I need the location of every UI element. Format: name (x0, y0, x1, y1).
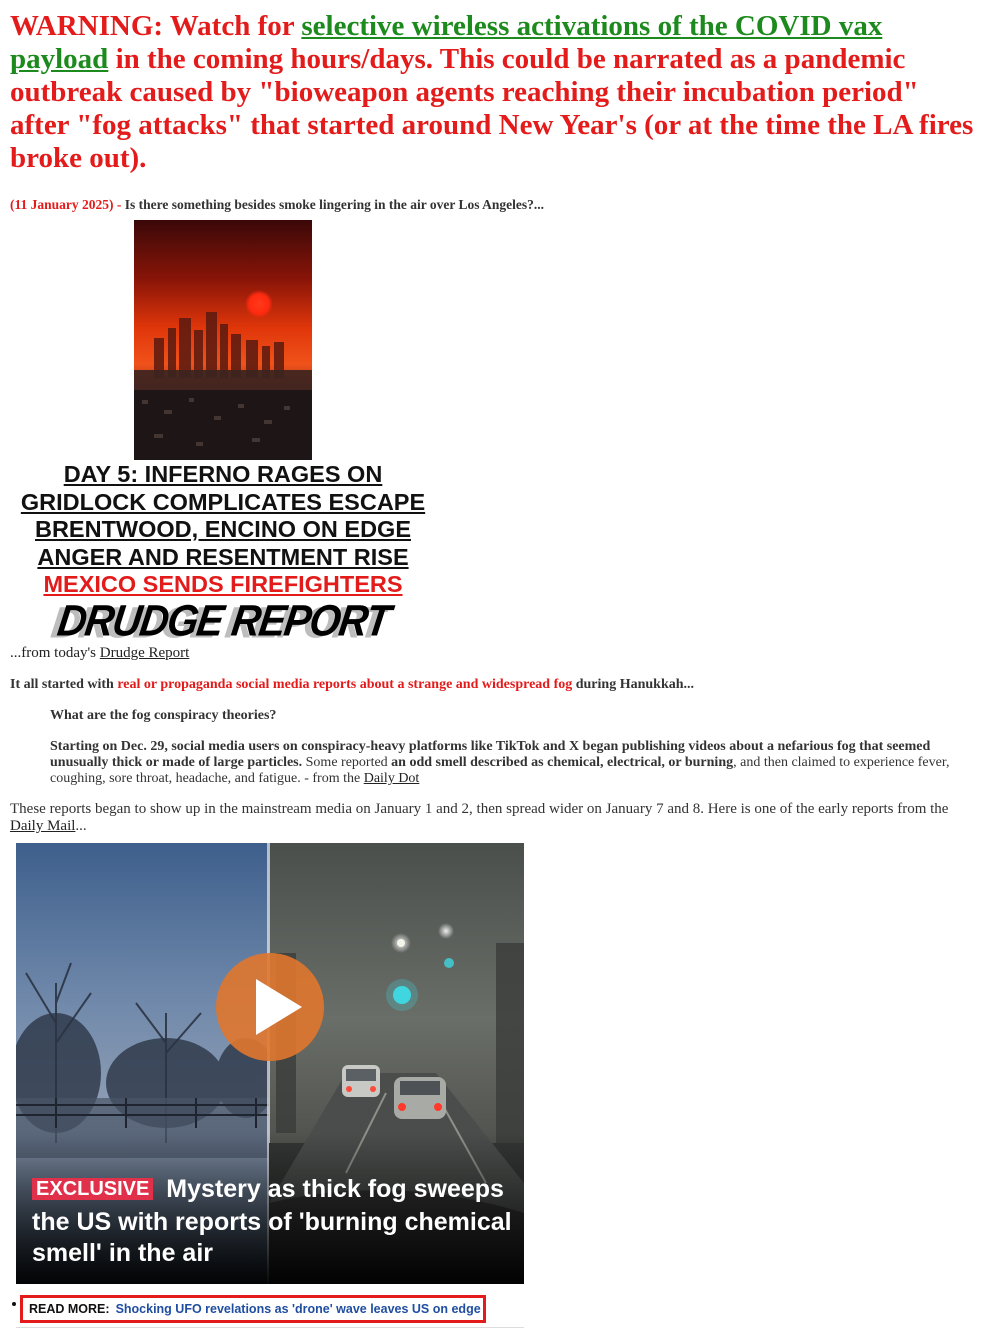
read-more-link[interactable]: Shocking UFO revelations as 'drone' wave leaves US on edge (115, 1302, 481, 1316)
la-fire-skyline-photo (134, 220, 312, 460)
drudge-headline[interactable]: DAY 5: INFERNO RAGES ON (63, 461, 383, 487)
caption-line-2: in the air (101, 1239, 214, 1267)
reports-suffix: ... (75, 818, 87, 834)
drudge-headline-red[interactable]: MEXICO SENDS FIREFIGHTERS (43, 571, 403, 597)
drudge-report-link[interactable]: Drudge Report (99, 645, 190, 661)
daily-mail-link[interactable]: Daily Mail (10, 818, 76, 834)
reports-text: These reports began to show up in the mainstream media on January 1 and 2, then spread wider on January 7 and 8. Here is one of the early reports from the (10, 801, 949, 817)
warning-rest: in the coming hours/days. This could be narrated as a pandemic outbreak caused by "bioweapon agents reaching their incubation period" after "fog attacks" that started around New Year's (or at the time the LA fires broke out). (10, 43, 974, 174)
quote-question: What are the fog conspiracy theories? (50, 708, 277, 723)
from-drudge-prefix: ...from today's (10, 645, 100, 661)
quote-body (50, 739, 960, 787)
started-red-text: real or propaganda social media reports about a strange and widespread fog (117, 677, 573, 692)
from-drudge-line (10, 645, 189, 662)
quote-bold-2: an odd smell described as chemical, electrical, or burning (391, 755, 734, 770)
quote-bold-1: Starting on Dec. 29, social media users on conspiracy-heavy platforms like TikTok and X began publishing videos about a nefarious fog that seemed unusually thick or made of large particles. (50, 739, 931, 770)
started-suffix: during Hanukkah... (572, 677, 695, 692)
quote-normal-2: , and then claimed to experience fever, coughing, sore throat, headache, and fatigue. - from the (50, 755, 950, 786)
daily-dot-link[interactable]: Daily Dot (363, 771, 420, 786)
quote-normal-1: Some reported (302, 755, 392, 770)
la-fire-skyline-image (134, 220, 312, 460)
read-more-label: READ MORE: (29, 1302, 110, 1316)
vax-payload-link[interactable]: selective wireless activations of the COVID vax payload (10, 10, 883, 75)
started-paragraph (10, 677, 694, 693)
reports-paragraph (10, 801, 960, 835)
read-more-box (20, 1295, 486, 1323)
drudge-report-logo: DRUDGE REPORT (54, 596, 392, 645)
caption-underlined: 'burning chemical smell' (32, 1208, 512, 1267)
dateline-text: Is there something besides smoke lingering in the air over Los Angeles?... (124, 197, 545, 212)
warning-headline (10, 10, 978, 175)
drudge-headline[interactable]: BRENTWOOD, ENCINO ON EDGE (34, 516, 411, 542)
exclusive-badge: EXCLUSIVE (32, 1178, 153, 1200)
caption-line-1: Mystery as thick fog sweeps the US with reports of (32, 1175, 504, 1236)
drudge-headlines (10, 461, 436, 645)
list-bullet (12, 1302, 16, 1306)
warning-prefix: WARNING: Watch for (10, 10, 302, 42)
bottom-divider (16, 1327, 524, 1328)
dateline (10, 197, 544, 213)
started-prefix: It all started with (10, 677, 118, 692)
dateline-date: (11 January 2025) - (10, 197, 125, 212)
fog-video-player[interactable] (16, 843, 524, 1284)
drudge-headline[interactable]: GRIDLOCK COMPLICATES ESCAPE (20, 488, 426, 515)
video-caption (32, 1174, 512, 1269)
drudge-headline[interactable]: ANGER AND RESENTMENT RISE (37, 543, 409, 570)
